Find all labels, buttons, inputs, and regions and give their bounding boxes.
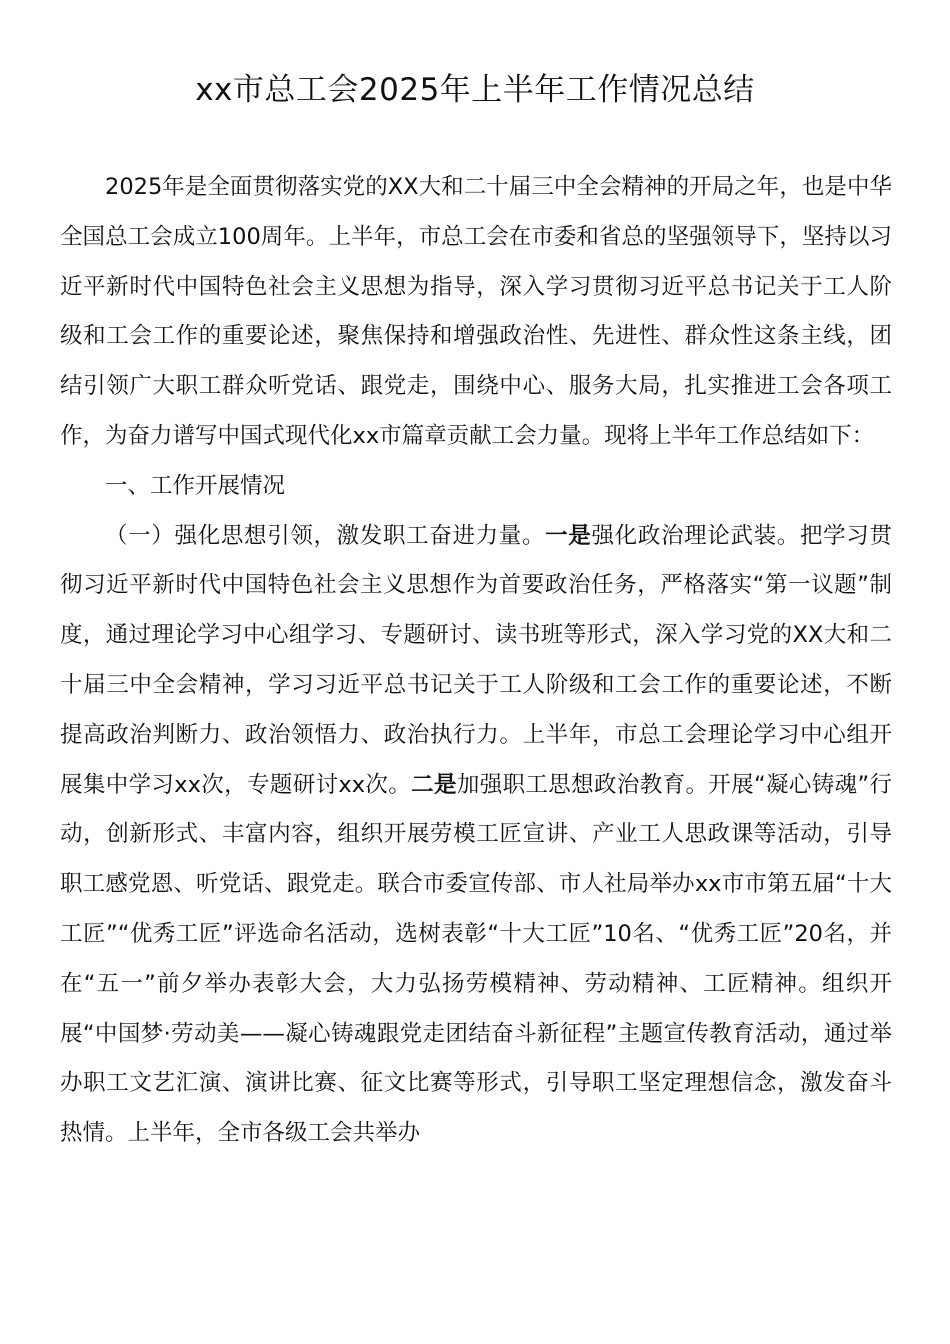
- section1-paragraph: [60, 512, 892, 1159]
- section1-subheading: （一）强化思想引领，激发职工奋进力量。: [105, 522, 546, 549]
- document-body: [60, 163, 892, 1159]
- point2-text: 加强职工思想政治教育。开展“凝心铸魂”行动，创新形式、丰富内容，组织开展劳模工匠宣讲、产业工人思政课等活动，引导职工感党恩、听党话、跟党走。联合市委宣传部、市人社局举办xx市市第五届“十大工匠”“优秀工匠”评选命名活动，选树表彰“十大工匠”10名、“优秀工匠”20名，并在“五一”前夕举办表彰大会，大力弘扬劳模精神、劳动精神、工匠精神。组织开展“中国梦·劳动美——凝心铸魂跟党走团结奋斗新征程”主题宣传教育活动，通过举办职工文艺汇演、演讲比赛、征文比赛等形式，引导职工坚定理想信念，激发奋斗热情。上半年，全市各级工会共举办: [60, 771, 892, 1147]
- point2-label: 二是: [411, 771, 457, 798]
- point1-label: 一是: [545, 522, 592, 549]
- section-heading: 一、工作开展情况: [105, 472, 286, 499]
- point1-text: 强化政治理论武装。把学习贯彻习近平新时代中国特色社会主义思想作为首要政治任务，严格落实“第一议题”制度，通过理论学习中心组学习、专题研讨、读书班等形式，深入学习党的XX大和二十届三中全会精神，学习习近平总书记关于工人阶级和工会工作的重要论述，不断提高政治判断力、政治领悟力、政治执行力。上半年，市总工会理论学习中心组开展集中学习xx次，专题研讨xx次。: [60, 522, 892, 798]
- intro-paragraph: 2025年是全面贯彻落实党的XX大和二十届三中全会精神的开局之年，也是中华全国总工会成立100周年。上半年，市总工会在市委和省总的坚强领导下，坚持以习近平新时代中国特色社会主义思想为指导，深入学习贯彻习近平总书记关于工人阶级和工会工作的重要论述，聚焦保持和增强政治性、先进性、群众性这条主线，团结引领广大职工群众听党话、跟党走，围绕中心、服务大局，扎实推进工会各项工作，为奋力谱写中国式现代化xx市篇章贡献工会力量。现将上半年工作总结如下：: [60, 174, 892, 449]
- document-title: xx市总工会2025年上半年工作情况总结: [195, 72, 755, 108]
